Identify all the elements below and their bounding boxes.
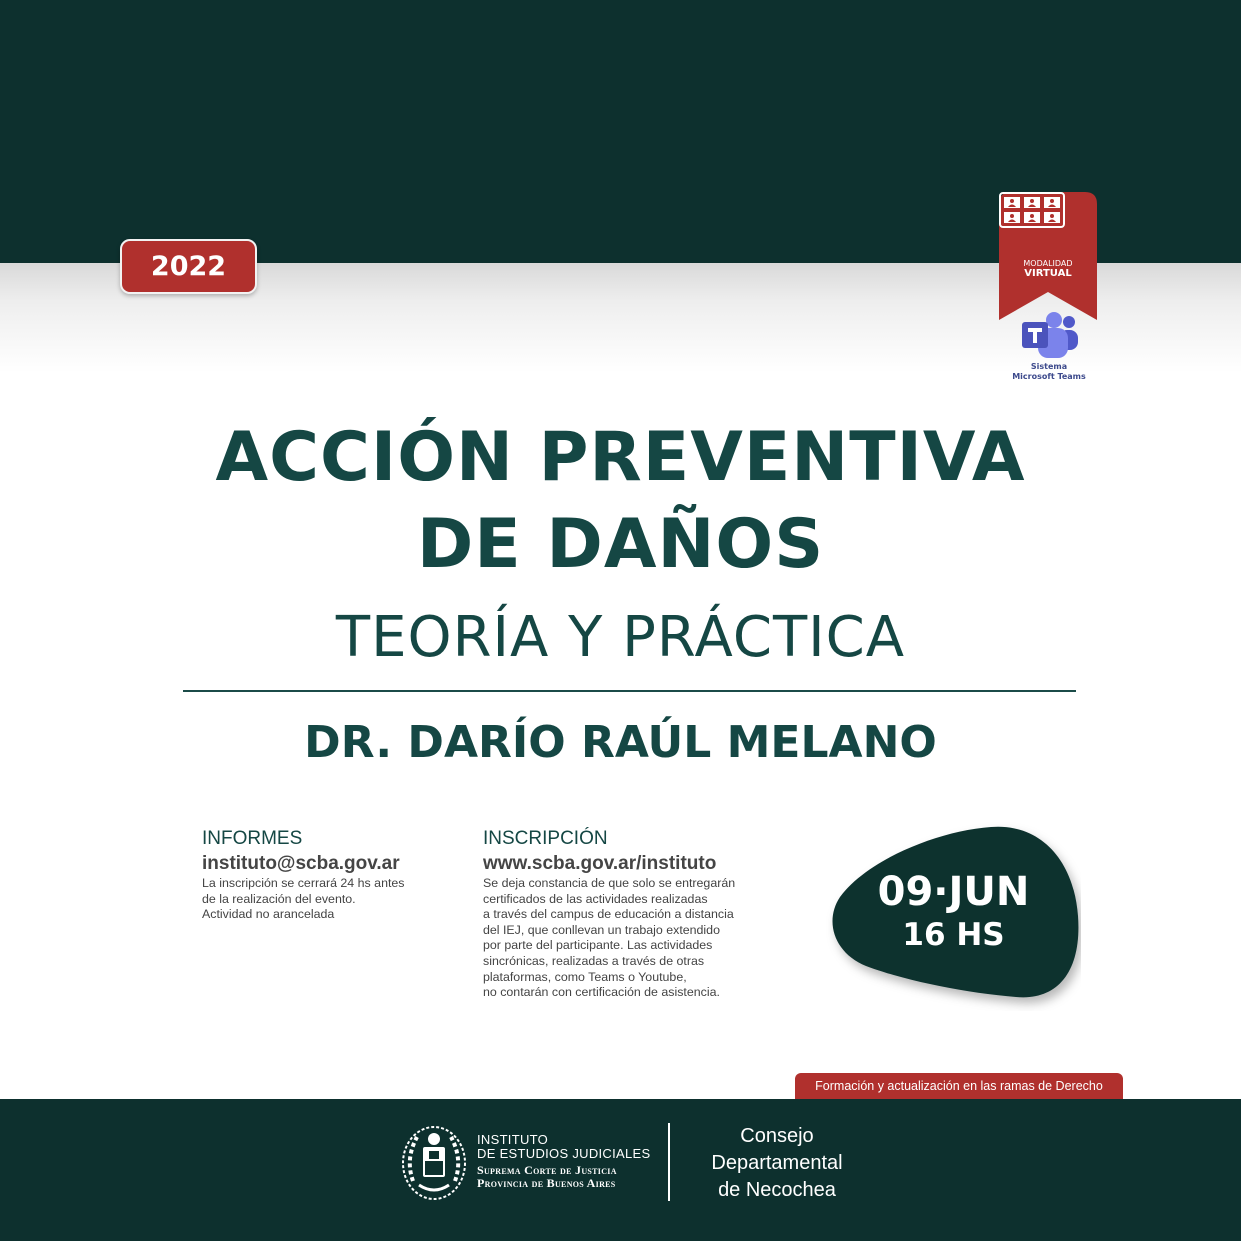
teams-label <box>1005 362 1093 382</box>
institute-line2: DE ESTUDIOS JUDICIALES <box>477 1146 651 1161</box>
informes-email-link[interactable]: instituto@scba.gov.ar <box>202 853 400 874</box>
event-time: 16 HS <box>902 917 1005 953</box>
inscripcion-body: Se deja constancia de que solo se entregarán certificados de las actividades realizadas a través del campus de educación a distancia del IEJ, que conllevan un trabajo extendido por parte del participante. Las actividades sincrónicas, realizadas a través de otras plataformas, como Teams o Youtube, no contarán con certificación de asistencia. <box>483 876 736 1000</box>
area-label: Formación y actualización en las ramas de Derecho <box>795 1073 1123 1099</box>
teams-label-line2: Microsoft Teams <box>1012 372 1086 381</box>
microsoft-teams-icon <box>1018 310 1080 360</box>
footer <box>0 1099 1241 1241</box>
speaker-name: DR. DARÍO RAÚL MELANO <box>304 717 937 768</box>
inscripcion-url-link[interactable]: www.scba.gov.ar/instituto <box>483 853 717 874</box>
teams-label-line1: Sistema <box>1030 362 1068 371</box>
institute-line3: Suprema Corte de Justicia <box>477 1163 617 1177</box>
course-title-line2: DE DAÑOS <box>416 505 825 584</box>
course-subtitle: TEORÍA Y PRÁCTICA <box>335 605 906 670</box>
institute-line1: INSTITUTO <box>477 1132 549 1147</box>
institute-line4: Provincia de Buenos Aires <box>477 1176 616 1190</box>
date-blob-shape <box>826 821 1081 1011</box>
modality-label: MODALIDAD <box>1023 259 1073 268</box>
council-line3: de Necochea <box>718 1179 836 1201</box>
institute-name <box>477 1133 650 1190</box>
year-badge: 2022 <box>120 239 257 294</box>
footer-divider <box>668 1123 670 1201</box>
informes-section <box>202 828 452 923</box>
title-divider <box>183 690 1076 692</box>
inscripcion-heading: INSCRIPCIÓN <box>483 828 608 849</box>
council-line1: Consejo <box>740 1125 814 1147</box>
informes-body: La inscripción se cerrará 24 hs antes de la realización del evento. Actividad no arancelada <box>202 876 405 922</box>
inscripcion-section <box>483 828 773 1001</box>
provincial-seal-icon <box>401 1123 467 1201</box>
modality-value: VIRTUAL <box>1024 268 1072 279</box>
council-line2: Departamental <box>711 1152 843 1174</box>
council-name <box>692 1123 862 1204</box>
event-date: 09·JUN <box>877 869 1030 915</box>
video-grid-icon <box>999 192 1065 228</box>
event-date-badge <box>826 821 1081 1011</box>
informes-heading: INFORMES <box>202 828 303 849</box>
modality-ribbon <box>999 192 1097 320</box>
course-title-line1: ACCIÓN PREVENTIVA <box>215 418 1026 497</box>
